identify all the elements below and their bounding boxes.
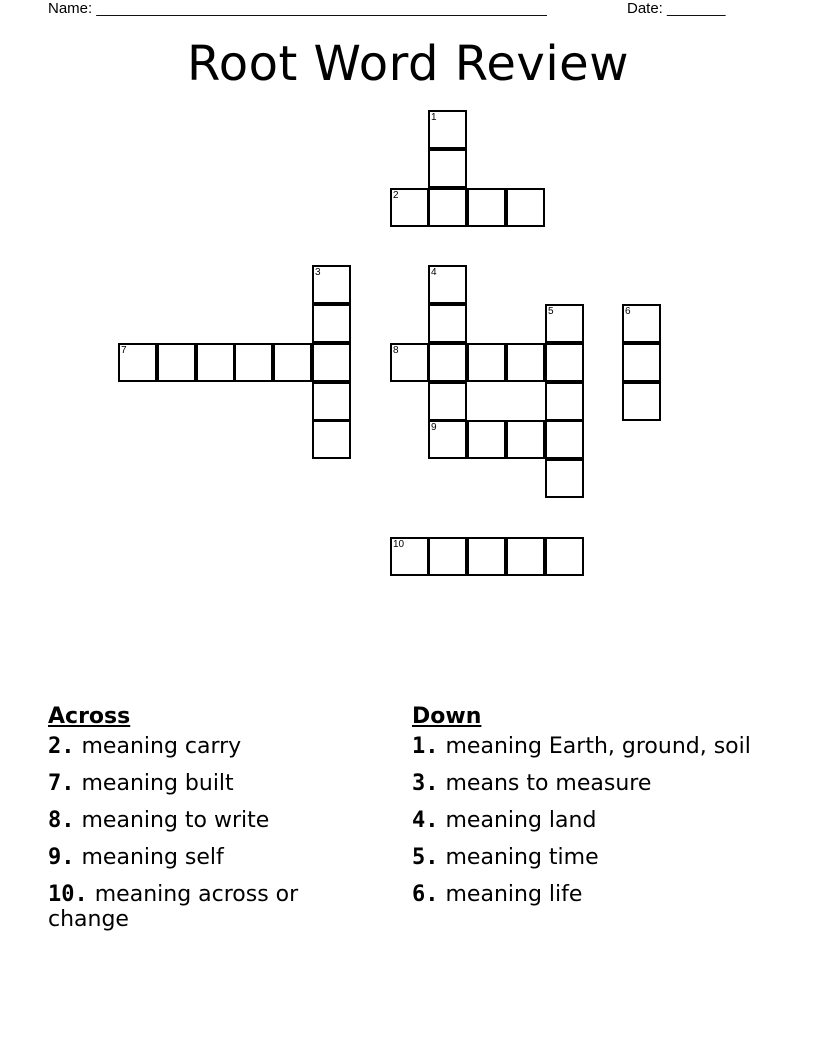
grid-cell[interactable] [428,110,467,149]
grid-cell[interactable] [428,304,467,343]
cell-number: 7 [121,345,127,356]
grid-cell[interactable] [506,537,545,576]
grid-cell[interactable] [390,188,429,227]
grid-cell[interactable] [234,343,273,382]
cell-number: 9 [431,422,437,433]
cell-number: 5 [548,306,554,317]
grid-cell[interactable] [312,304,351,343]
grid-cell[interactable] [273,343,312,382]
clue-across-9: 9. meaning self [48,845,224,870]
grid-cell[interactable] [622,382,661,421]
clue-down-6: 6. meaning life [412,882,583,907]
grid-cell[interactable] [622,304,661,343]
grid-cell[interactable] [467,188,506,227]
grid-cell[interactable] [545,459,584,498]
grid-cell[interactable] [428,382,467,421]
clue-across-7: 7. meaning built [48,771,234,796]
clue-down-3: 3. means to measure [412,771,652,796]
down-heading: Down [412,704,482,729]
down-clues [412,704,752,919]
date-field[interactable]: Date: _______ [627,0,726,17]
cell-number: 4 [431,267,437,278]
grid-cell[interactable] [428,188,467,227]
page-title: Root Word Review [187,36,629,92]
clue-across-10: 10. meaning across or change [48,882,299,932]
clue-down-4: 4. meaning land [412,808,597,833]
cell-number: 10 [393,539,405,550]
grid-cell[interactable] [196,343,235,382]
grid-cell[interactable] [428,420,467,459]
grid-cell[interactable] [312,382,351,421]
grid-cell[interactable] [506,188,545,227]
clue-across-2: 2. meaning carry [48,734,242,759]
grid-cell[interactable] [545,420,584,459]
grid-cell[interactable] [428,265,467,304]
across-clues [48,704,378,944]
grid-cell[interactable] [312,420,351,459]
grid-cell[interactable] [390,343,429,382]
grid-cell[interactable] [467,420,506,459]
across-heading: Across [48,704,131,729]
grid-cell[interactable] [428,537,467,576]
grid-cell[interactable] [312,265,351,304]
grid-cell[interactable] [506,343,545,382]
clue-across-8: 8. meaning to write [48,808,270,833]
grid-cell[interactable] [390,537,429,576]
grid-cell[interactable] [622,343,661,382]
cell-number: 1 [431,112,437,123]
grid-cell[interactable] [506,420,545,459]
clue-down-5: 5. meaning time [412,845,599,870]
grid-cell[interactable] [428,149,467,188]
cell-number: 6 [625,306,631,317]
grid-cell[interactable] [545,537,584,576]
clue-down-1: 1. meaning Earth, ground, soil [412,734,751,759]
grid-cell[interactable] [428,343,467,382]
grid-cell[interactable] [157,343,196,382]
grid-cell[interactable] [118,343,157,382]
grid-cell[interactable] [312,343,351,382]
name-field[interactable]: Name: ______________________________________________________ [48,0,547,17]
cell-number: 3 [315,267,321,278]
grid-cell[interactable] [467,343,506,382]
grid-cell[interactable] [467,537,506,576]
grid-cell[interactable] [545,304,584,343]
cell-number: 8 [393,345,399,356]
cell-number: 2 [393,190,399,201]
grid-cell[interactable] [545,343,584,382]
grid-cell[interactable] [545,382,584,421]
